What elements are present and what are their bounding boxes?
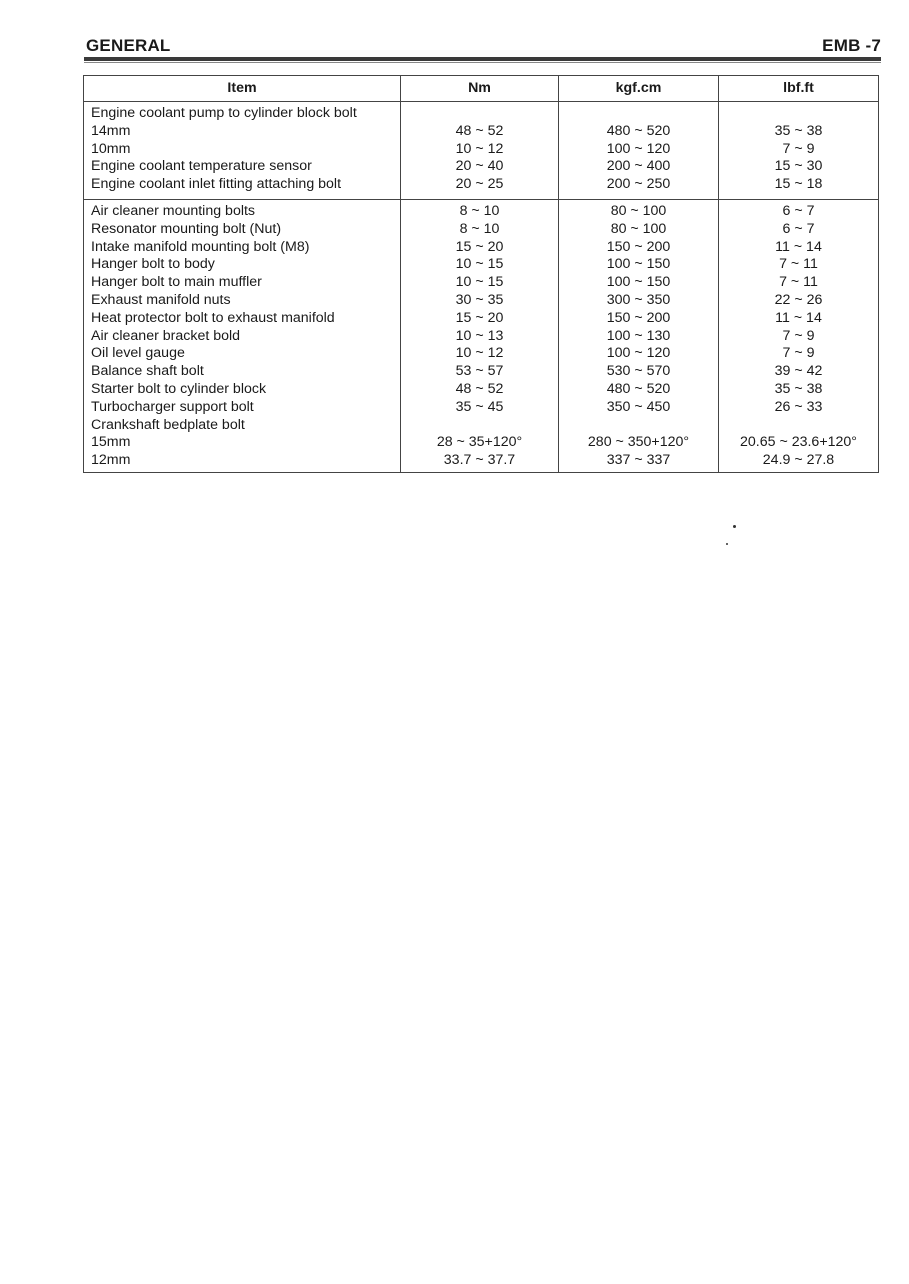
kgf-value: 280 ~ 350+120° [587, 434, 690, 451]
lbf-column [719, 102, 879, 200]
lbf-value: 35 ~ 38 [774, 122, 823, 139]
kgf-value [559, 105, 718, 123]
column-header-kgf: kgf.cm [559, 76, 719, 102]
lbf-value: 7 ~ 11 [779, 274, 818, 291]
nm-column [401, 199, 559, 472]
kgf-value: 80 ~ 100 [610, 220, 667, 237]
item-label: 14mm [91, 122, 131, 139]
item-label: Hanger bolt to main muffler [91, 274, 262, 291]
lbf-value: 7 ~ 9 [782, 140, 815, 157]
kgf-column [559, 102, 719, 200]
lbf-value [719, 417, 878, 435]
item-label: Hanger bolt to body [91, 256, 215, 273]
item-label: 10mm [91, 140, 131, 157]
lbf-value: 7 ~ 9 [782, 345, 815, 362]
item-label: Engine coolant temperature sensor [91, 158, 312, 175]
kgf-value: 100 ~ 120 [606, 345, 671, 362]
nm-value [401, 105, 558, 123]
kgf-value: 100 ~ 130 [606, 327, 671, 344]
lbf-value: 20.65 ~ 23.6+120° [740, 434, 857, 451]
column-header-lbf: lbf.ft [719, 76, 879, 102]
nm-value: 8 ~ 10 [459, 220, 500, 237]
nm-value: 10 ~ 15 [455, 256, 504, 273]
nm-value: 15 ~ 20 [455, 309, 504, 326]
nm-value: 20 ~ 40 [455, 158, 504, 175]
kgf-value: 200 ~ 400 [606, 158, 671, 175]
lbf-value: 6 ~ 7 [782, 202, 815, 219]
lbf-value: 39 ~ 42 [774, 363, 823, 380]
lbf-value: 7 ~ 9 [782, 327, 815, 344]
lbf-value: 22 ~ 26 [774, 291, 823, 308]
nm-value: 30 ~ 35 [455, 291, 504, 308]
scan-speck [733, 525, 736, 528]
nm-value: 48 ~ 52 [455, 380, 504, 397]
nm-column [401, 102, 559, 200]
kgf-value: 200 ~ 250 [606, 176, 671, 193]
item-label: 12mm [91, 452, 131, 469]
kgf-value: 530 ~ 570 [606, 363, 671, 380]
kgf-value: 350 ~ 450 [606, 398, 671, 415]
lbf-value: 35 ~ 38 [774, 380, 823, 397]
nm-value: 35 ~ 45 [455, 398, 504, 415]
table-header-row [84, 76, 879, 102]
kgf-value: 337 ~ 337 [606, 452, 671, 469]
section-title: GENERAL [86, 36, 171, 55]
kgf-value: 480 ~ 520 [606, 380, 671, 397]
item-column [84, 102, 401, 200]
lbf-value: 7 ~ 11 [779, 256, 818, 273]
nm-value: 8 ~ 10 [459, 202, 500, 219]
nm-value: 10 ~ 12 [455, 140, 504, 157]
item-label: Engine coolant inlet fitting attaching bolt [91, 176, 342, 193]
header-rule [84, 57, 881, 61]
lbf-column [719, 199, 879, 472]
nm-value: 33.7 ~ 37.7 [443, 452, 516, 469]
kgf-value [559, 417, 718, 435]
cooling-system-group [84, 102, 879, 200]
lbf-value: 15 ~ 30 [774, 158, 823, 175]
page-number: EMB -7 [822, 36, 881, 55]
item-label: Exhaust manifold nuts [91, 291, 231, 308]
item-label: Crankshaft bedplate bolt [91, 416, 245, 433]
nm-value: 28 ~ 35+120° [436, 434, 523, 451]
item-label: Starter bolt to cylinder block [91, 380, 267, 397]
kgf-column [559, 199, 719, 472]
kgf-value: 100 ~ 120 [606, 140, 671, 157]
item-label: Air cleaner mounting bolts [91, 202, 256, 219]
header-rule-thin [84, 62, 881, 63]
kgf-value: 300 ~ 350 [606, 291, 671, 308]
kgf-value: 80 ~ 100 [610, 202, 667, 219]
item-label: Engine coolant pump to cylinder block bolt [91, 105, 357, 121]
nm-value: 48 ~ 52 [455, 122, 504, 139]
lbf-value: 11 ~ 14 [775, 309, 822, 326]
nm-value: 10 ~ 13 [455, 327, 504, 344]
lbf-value: 6 ~ 7 [782, 220, 815, 237]
intake-exhaust-group [84, 199, 879, 472]
item-label: Air cleaner bracket bold [91, 327, 241, 344]
kgf-value: 150 ~ 200 [606, 309, 671, 326]
kgf-value: 100 ~ 150 [606, 274, 671, 291]
item-label: Intake manifold mounting bolt (M8) [91, 238, 310, 255]
lbf-value [719, 105, 878, 123]
kgf-value: 150 ~ 200 [606, 238, 671, 255]
item-label: Heat protector bolt to exhaust manifold [91, 309, 335, 326]
lbf-value: 15 ~ 18 [774, 176, 823, 193]
column-header-nm: Nm [401, 76, 559, 102]
torque-spec-table [83, 75, 879, 473]
item-label: 15mm [91, 434, 131, 451]
lbf-value: 26 ~ 33 [774, 398, 823, 415]
item-label: Resonator mounting bolt (Nut) [91, 220, 282, 237]
scan-speck [726, 543, 728, 545]
table-row [84, 102, 879, 200]
item-label: Oil level gauge [91, 345, 185, 362]
nm-value: 10 ~ 15 [455, 274, 504, 291]
lbf-value: 24.9 ~ 27.8 [762, 452, 835, 469]
nm-value: 20 ~ 25 [455, 176, 504, 193]
lbf-value: 11 ~ 14 [775, 238, 822, 255]
kgf-value: 100 ~ 150 [606, 256, 671, 273]
column-header-item: Item [84, 76, 401, 102]
item-column [84, 199, 401, 472]
nm-value [401, 417, 558, 435]
item-label: Balance shaft bolt [91, 363, 204, 380]
nm-value: 10 ~ 12 [455, 345, 504, 362]
kgf-value: 480 ~ 520 [606, 122, 671, 139]
nm-value: 15 ~ 20 [455, 238, 504, 255]
nm-value: 53 ~ 57 [455, 363, 504, 380]
table-row [84, 199, 879, 472]
item-label: Turbocharger support bolt [91, 398, 254, 415]
